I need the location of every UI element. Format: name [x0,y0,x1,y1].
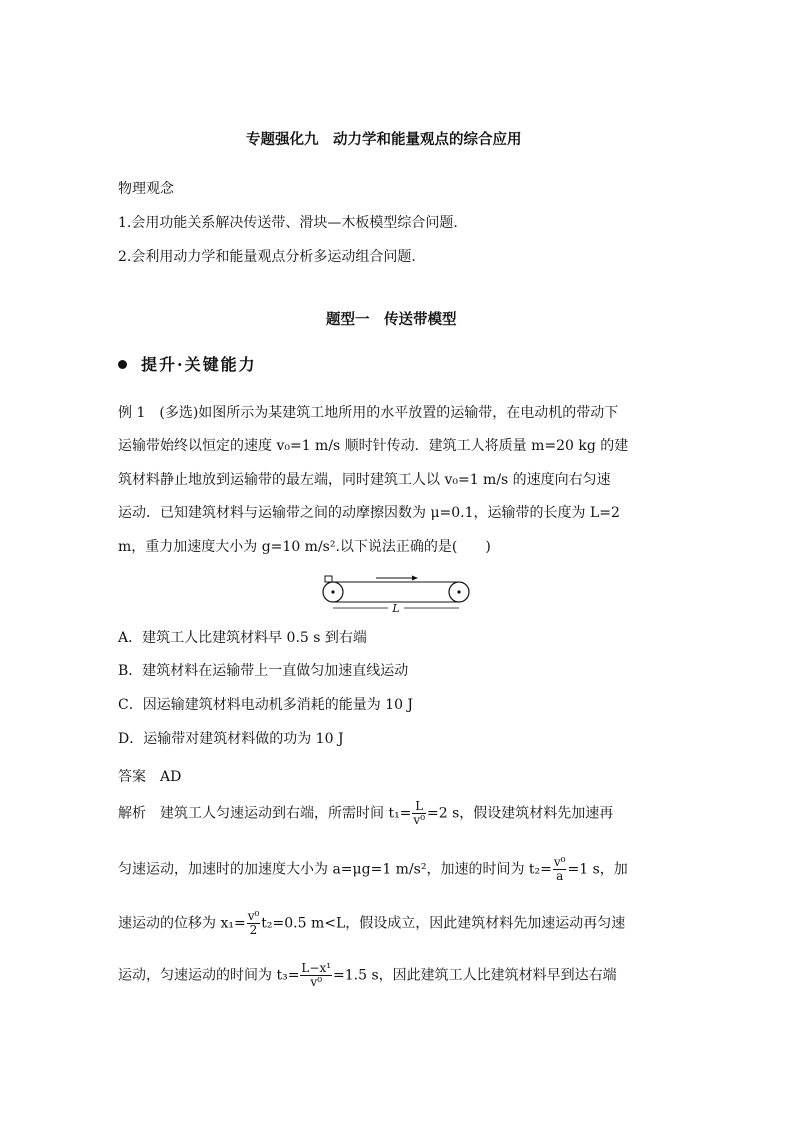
fraction-denominator: v⁰ [310,975,323,989]
fraction-numerator: L−x¹ [301,961,332,975]
page-title: 专题强化九 动力学和能量观点的综合应用 [246,131,522,148]
fraction [247,910,261,937]
example-line-3: 筑材料静止地放到运输带的最左端，同时建筑工人以 v₀=1 m/s 的速度向右匀速 [118,472,611,488]
analysis-line-3 [118,910,625,937]
right-axle [457,590,460,593]
option-d: D．运输带对建筑材料做的功为 10 J [118,731,344,747]
answer: 答案 AD [118,769,182,785]
analysis-text: =2 s，假设建筑材料先加速再 [427,805,614,822]
analysis-text: 速运动的位移为 x₁= [118,915,246,932]
analysis-text: =1 s，加 [567,861,628,878]
analysis-line-1 [118,800,613,827]
sub-heading-text: 提升·关键能力 [141,355,257,374]
concept-label: 物理观念 [118,181,174,197]
analysis-line-2 [118,856,628,883]
section-title: 题型一 传送带模型 [326,311,457,328]
analysis-text: t₂=0.5 m<L，假设成立，因此建筑材料先加速运动再匀速 [261,915,626,932]
goal-2: 2.会利用动力学和能量观点分析多运动组合问题. [118,249,416,265]
option-c: C．因运输建筑材料电动机多消耗的能量为 10 J [118,697,414,713]
fraction [300,962,332,989]
length-label: L [392,602,400,615]
fraction [412,800,426,827]
fraction-numerator: v⁰ [553,855,566,869]
option-b: B．建筑材料在运输带上一直做匀加速直线运动 [118,663,409,679]
arrowhead-icon [412,576,418,581]
fraction [553,856,567,883]
example-line-1: 例 1 (多选)如图所示为某建筑工地所用的水平放置的运输带，在电动机的带动下 [118,405,619,421]
example-line-4: 运动．已知建筑材料与运输带之间的动摩擦因数为 μ=0.1，运输带的长度为 L=2 [118,505,620,521]
example-line-2: 运输带始终以恒定的速度 v₀=1 m/s 顺时针传动．建筑工人将质量 m=20 kg 的建 [118,438,629,454]
fraction-denominator: a [556,869,564,883]
sub-heading [118,352,257,375]
goal-1: 1.会用功能关系解决传送带、滑块—木板模型综合问题. [118,215,458,231]
analysis-text: 运动，匀速运动的时间为 t₃= [118,967,300,984]
fraction-denominator: v⁰ [413,813,426,827]
analysis-text: 匀速运动，加速时的加速度大小为 a=μg=1 m/s²，加速的时间为 t₂= [118,861,552,878]
fraction-numerator: v⁰ [247,909,260,923]
bullet-icon [118,360,127,369]
example-line-5: m，重力加速度大小为 g=10 m/s².以下说法正确的是( ) [118,539,491,555]
analysis-line-4 [118,962,617,989]
analysis-text: 解析 建筑工人匀速运动到右端，所需时间 t₁= [118,805,412,822]
material-block [325,576,332,582]
fraction-numerator: L [412,800,426,814]
analysis-text: =1.5 s，因此建筑工人比建筑材料早到达右端 [333,967,617,984]
option-a: A．建筑工人比建筑材料早 0.5 s 到右端 [118,630,367,646]
conveyor-belt-figure [318,572,474,620]
left-axle [331,590,334,593]
fraction-denominator: 2 [249,923,258,937]
